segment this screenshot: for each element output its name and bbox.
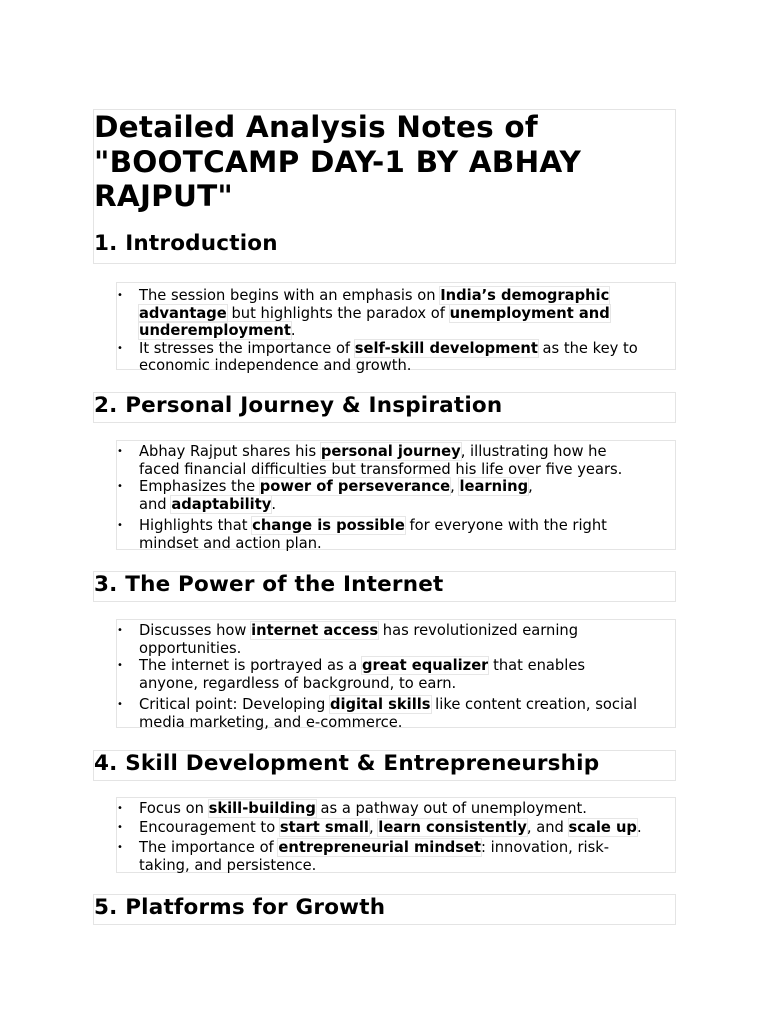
- text-run: Encouragement to: [139, 818, 280, 836]
- list-item-line: [139, 640, 675, 658]
- text-run: .: [636, 818, 642, 836]
- text-run: faced financial difficulties but transformed his life over five years.: [139, 460, 623, 478]
- text-run: , illustrating how he: [460, 443, 607, 460]
- text-run: ,: [450, 478, 460, 495]
- text-run: Abhay Rajput shares his: [139, 443, 321, 460]
- section-heading-box: [93, 894, 676, 925]
- list-item: [117, 819, 675, 837]
- list-item-line: [139, 322, 675, 340]
- bullet-icon: •: [117, 699, 123, 710]
- key-term: unemployment and: [449, 304, 610, 322]
- list-item: [117, 340, 675, 375]
- list-item-line: [139, 287, 675, 305]
- list-item-line: [139, 819, 675, 837]
- list-item-line: [139, 357, 675, 375]
- list-item-line: [139, 800, 675, 818]
- bullet-icon: •: [117, 625, 123, 636]
- key-term: scale up: [568, 818, 637, 836]
- text-run: economic independence and growth.: [139, 357, 412, 374]
- text-run: mindset and action plan.: [139, 534, 322, 552]
- list-item-line: [139, 622, 675, 640]
- bullet-list: [117, 443, 675, 552]
- bullet-icon: •: [117, 520, 123, 531]
- text-run: but highlights the paradox of: [226, 304, 450, 322]
- bullet-icon: •: [117, 660, 123, 671]
- key-term: learning: [459, 478, 529, 495]
- section-heading-box: [93, 750, 676, 781]
- text-run: .: [271, 495, 276, 513]
- text-run: ,: [368, 818, 379, 836]
- key-term: advantage: [139, 304, 227, 322]
- text-run: Highlights that: [139, 517, 253, 534]
- text-run: and: [139, 495, 172, 513]
- bullet-icon: •: [117, 481, 123, 492]
- text-run: opportunities.: [139, 639, 242, 657]
- list-item-line: [139, 305, 675, 323]
- text-run: ,: [528, 478, 533, 495]
- section-list: [116, 619, 676, 731]
- list-item: [117, 287, 675, 340]
- text-run: that enables: [488, 657, 586, 674]
- text-run: anyone, regardless of background, to earn.: [139, 674, 457, 692]
- title-line: Detailed Analysis Notes of: [94, 110, 538, 144]
- text-run: Discusses how: [139, 622, 252, 639]
- list-item: [117, 657, 675, 692]
- key-term: entrepreneurial mindset: [278, 839, 482, 856]
- title-line: "BOOTCAMP DAY-1 BY ABHAY: [94, 144, 582, 179]
- key-term: India’s demographic: [440, 287, 610, 304]
- list-item: [117, 622, 675, 657]
- text-run: Emphasizes the: [139, 478, 260, 495]
- list-item-line: [139, 517, 675, 535]
- list-item-line: [139, 857, 675, 875]
- bullet-icon: •: [117, 842, 123, 853]
- text-run: The internet is portrayed as a: [139, 657, 362, 674]
- list-item: [117, 443, 675, 478]
- bullet-list: [117, 800, 675, 874]
- section-heading-platforms: 5. Platforms for Growth: [94, 895, 386, 920]
- text-run: as a pathway out of unemployment.: [315, 800, 587, 817]
- list-item: [117, 839, 675, 874]
- text-run: The importance of: [139, 839, 279, 856]
- text-run: Critical point: Developing: [139, 696, 330, 713]
- list-item-line: [139, 340, 675, 358]
- section-heading-introduction: 1. Introduction: [94, 231, 278, 256]
- text-run: It stresses the importance of: [139, 339, 355, 357]
- key-term: digital skills: [329, 696, 431, 713]
- section-heading-skill-development: 4. Skill Development & Entrepreneurship: [94, 751, 600, 776]
- text-run: has revolutionized earning: [378, 622, 579, 639]
- bullet-icon: •: [117, 446, 123, 457]
- bullet-list: [117, 622, 675, 731]
- text-run: taking, and persistence.: [139, 856, 317, 874]
- key-term: internet access: [251, 622, 379, 639]
- document-title: [94, 110, 581, 214]
- key-term: adaptability: [171, 495, 272, 513]
- key-term: learn consistently: [378, 818, 527, 836]
- list-item-line: [139, 714, 675, 732]
- section-list: [116, 440, 676, 550]
- text-run: Focus on: [139, 800, 209, 817]
- key-term: personal journey: [320, 443, 461, 460]
- section-list: [116, 797, 676, 873]
- list-item: [117, 517, 675, 552]
- text-run: .: [290, 322, 296, 339]
- list-item-line: [139, 657, 675, 675]
- key-term: power of perseverance: [259, 478, 451, 495]
- list-item: [117, 800, 675, 818]
- list-item-line: [139, 839, 675, 857]
- bullet-icon: •: [117, 290, 123, 301]
- list-item-line: [139, 443, 675, 461]
- section-heading-personal-journey: 2. Personal Journey & Inspiration: [94, 393, 503, 418]
- bullet-list: [117, 287, 675, 375]
- list-item: [117, 478, 675, 513]
- section-list: [116, 282, 676, 374]
- bullet-icon: •: [117, 803, 123, 814]
- key-term: skill-building: [208, 800, 316, 817]
- list-item-line: [139, 496, 675, 514]
- title-block: [93, 109, 676, 264]
- list-item-line: [139, 535, 675, 553]
- section-heading-box: [93, 571, 676, 602]
- key-term: start small: [279, 818, 369, 836]
- key-term: self-skill development: [354, 339, 538, 357]
- bullet-icon: •: [117, 821, 123, 833]
- list-item: [117, 696, 675, 731]
- list-item-line: [139, 478, 675, 496]
- section-heading-internet: 3. The Power of the Internet: [94, 572, 444, 597]
- text-run: for everyone with the right: [404, 517, 607, 534]
- text-run: like content creation, social: [430, 696, 638, 713]
- key-term: change is possible: [252, 517, 405, 534]
- text-run: The session begins with an emphasis on: [139, 287, 441, 304]
- title-line: RAJPUT": [94, 179, 233, 213]
- text-run: : innovation, risk-: [481, 839, 610, 856]
- list-item-line: [139, 675, 675, 693]
- list-item-line: [139, 696, 675, 714]
- section-heading-box: [93, 392, 676, 423]
- bullet-icon: •: [117, 342, 123, 354]
- text-run: , and: [526, 818, 569, 836]
- key-term: underemployment: [139, 322, 291, 339]
- text-run: media marketing, and e-commerce.: [139, 713, 403, 731]
- list-item-line: [139, 461, 675, 479]
- key-term: great equalizer: [361, 657, 489, 674]
- text-run: as the key to: [537, 339, 638, 357]
